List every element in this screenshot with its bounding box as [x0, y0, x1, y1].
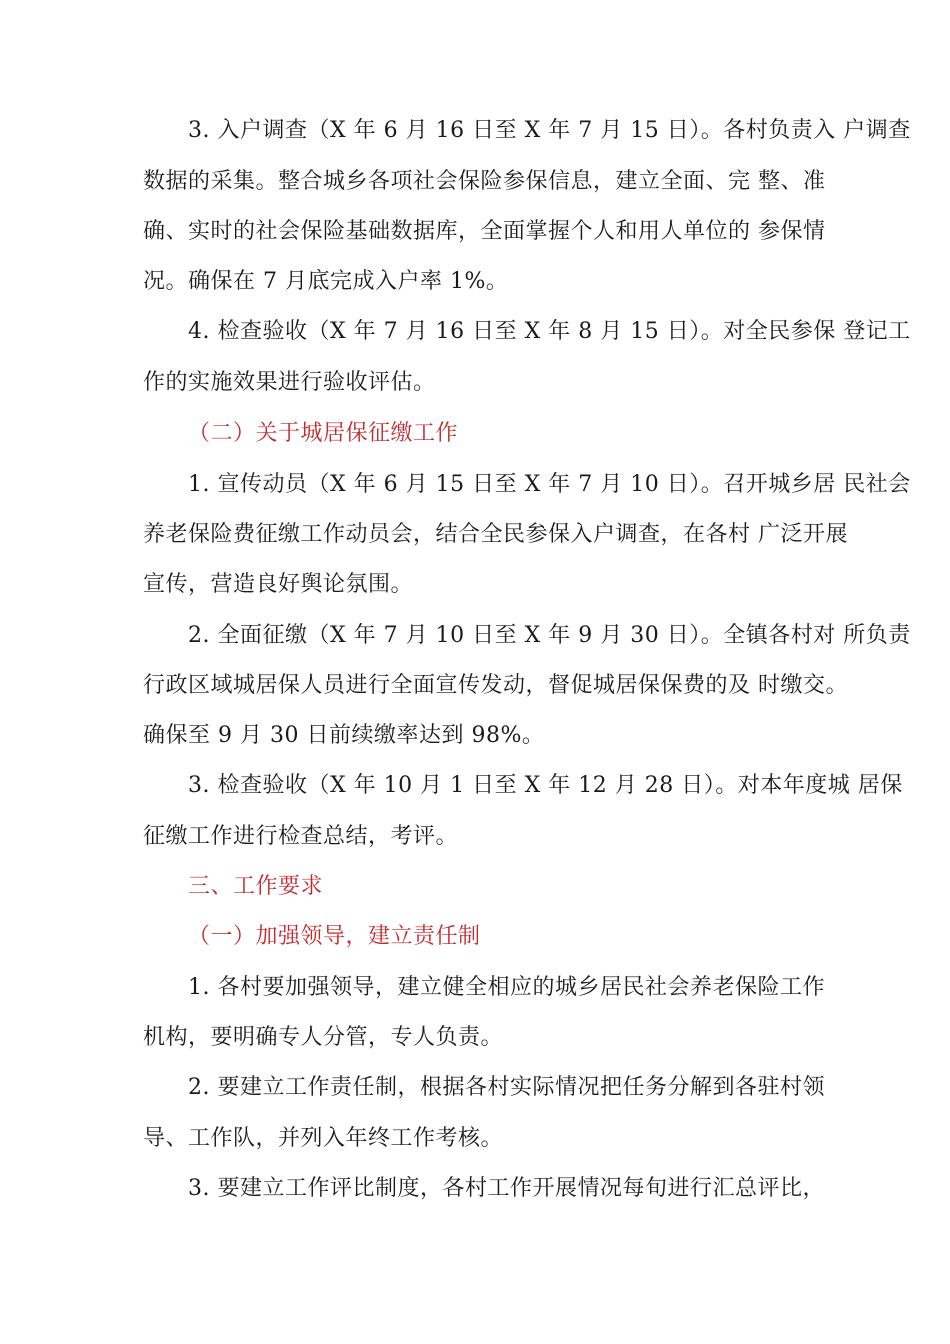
paragraph-inspection-line-1: 4. 检查验收（X 年 7 月 16 日至 X 年 8 月 15 日）。对全民参保 登记工: [188, 319, 911, 344]
paragraph-responsibility-line-1: 2. 要建立工作责任制，根据各村实际情况把任务分解到各驻村领: [188, 1075, 825, 1100]
paragraph-leadership-line-1: 1. 各村要加强领导，建立健全相应的城乡居民社会养老保险工作: [188, 975, 825, 1000]
paragraph-mobilization-line-3: 宣传，营造良好舆论氛围。: [143, 572, 414, 597]
paragraph-full-collection-line-2: 行政区域城居保人员进行全面宣传发动，督促城居保保费的及 时缴交。: [143, 673, 848, 698]
paragraph-annual-inspection-line-2: 征缴工作进行检查总结，考评。: [143, 824, 459, 849]
paragraph-full-collection-line-1: 2. 全面征缴（X 年 7 月 10 日至 X 年 9 月 30 日）。全镇各村对 所负责: [188, 623, 911, 648]
section-heading-collection: （二）关于城居保征缴工作: [188, 421, 459, 446]
section-heading-requirements: 三、工作要求: [188, 874, 324, 899]
paragraph-leadership-line-2: 机构，要明确专人分管，专人负责。: [143, 1025, 504, 1050]
paragraph-responsibility-line-2: 导、工作队，并列入年终工作考核。: [143, 1126, 504, 1151]
paragraph-mobilization-line-1: 1. 宣传动员（X 年 6 月 15 日至 X 年 7 月 10 日）。召开城乡居 民社会: [188, 472, 911, 497]
paragraph-household-survey-line-2: 数据的采集。整合城乡各项社会保险参保信息，建立全面、完 整、准: [143, 169, 826, 194]
paragraph-household-survey-line-3: 确、实时的社会保险基础数据库，全面掌握个人和用人单位的 参保情: [143, 219, 826, 244]
paragraph-household-survey-line-1: 3. 入户调查（X 年 6 月 16 日至 X 年 7 月 15 日）。各村负责入 户调查: [188, 118, 911, 143]
paragraph-annual-inspection-line-1: 3. 检查验收（X 年 10 月 1 日至 X 年 12 月 28 日）。对本年度城 居保: [188, 773, 903, 798]
paragraph-household-survey-line-4: 况。确保在 7 月底完成入户率 1%。: [143, 269, 509, 294]
subsection-heading-leadership: （一）加强领导，建立责任制: [188, 924, 481, 949]
paragraph-full-collection-line-3: 确保至 9 月 30 日前续缴率达到 98%。: [143, 723, 545, 748]
paragraph-mobilization-line-2: 养老保险费征缴工作动员会，结合全民参保入户调查，在各村 广泛开展: [143, 522, 848, 547]
paragraph-inspection-line-2: 作的实施效果进行验收评估。: [143, 370, 436, 395]
paragraph-evaluation-line-1: 3. 要建立工作评比制度，各村工作开展情况每旬进行汇总评比，: [188, 1176, 825, 1201]
